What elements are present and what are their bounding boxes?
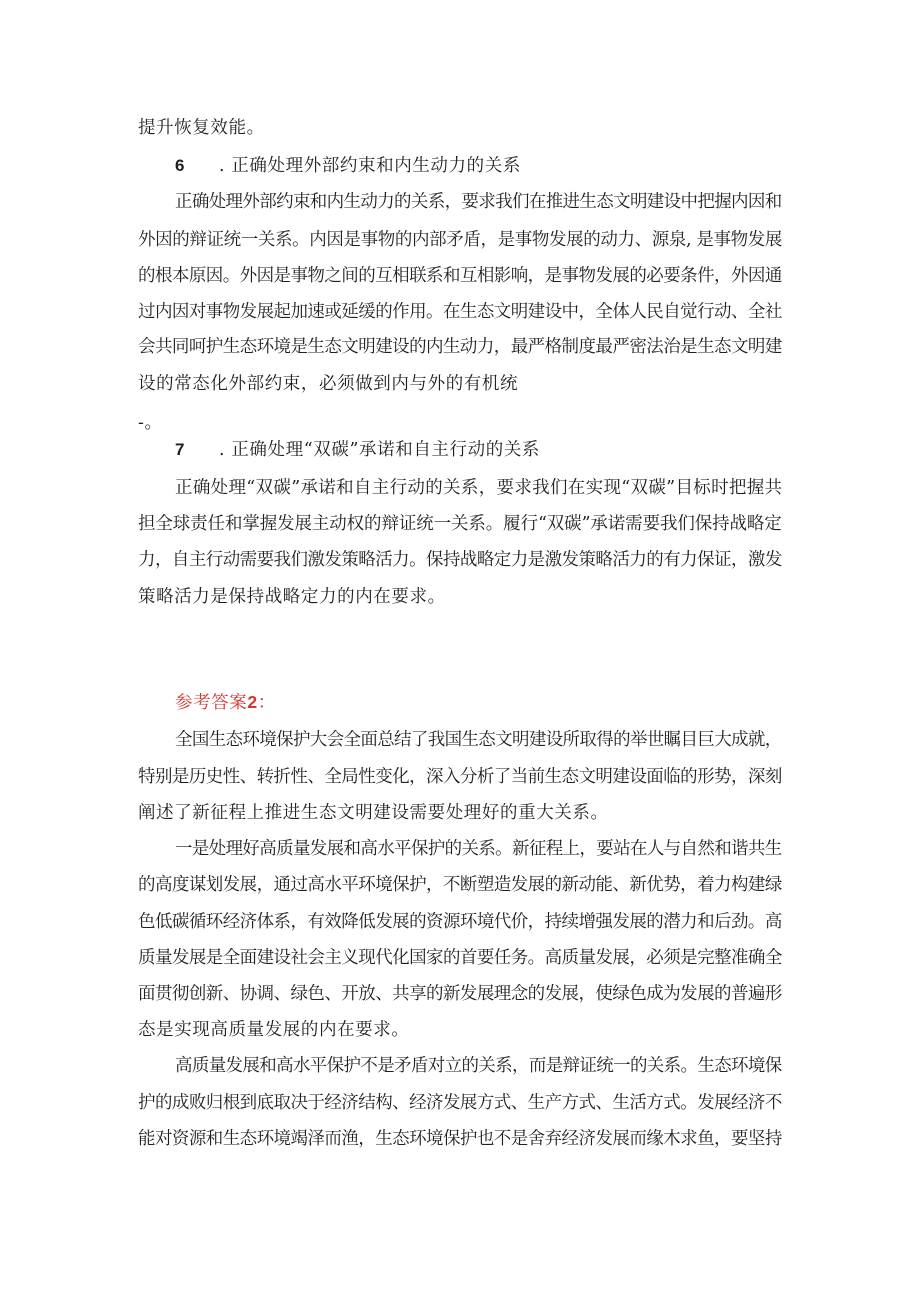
section-title: . 正确处理外部约束和内生动力的关系 — [219, 156, 521, 176]
section-number: 7 — [175, 440, 185, 459]
answer-suffix: ： — [257, 693, 276, 713]
body-text-line: 设的常态化外部约束，必须做到内与外的有机统 — [138, 374, 519, 394]
body-text-line: 策略活力是保持战略定力的内在要求。 — [138, 587, 446, 607]
body-text-line: 质量发展是全面建设社会主义现代化国家的首要任务。高质量发展，必须是完整准确全 — [138, 948, 782, 968]
body-text-line: 一是处理好高质量发展和高水平保护的关系。新征程上，要站在人与自然和谐共生 — [175, 839, 782, 859]
answer-number: 2 — [247, 692, 258, 712]
body-text-line: 色低碳循环经济体系，有效降低发展的资源环境代价，持续增强发展的潜力和后劲。高 — [138, 912, 782, 932]
body-text-line: 力，自主行动需要我们激发策略活力。保持战略定力是激发策略活力的有力保证，激发 — [138, 550, 782, 570]
body-text-line: 能对资源和生态环境竭泽而渔，生态环境保护也不是舍弃经济发展而缘木求鱼，要坚持 — [138, 1129, 782, 1149]
body-text-line: 护的成败归根到底取决于经济结构、经济发展方式、生产方式、生活方式。发展经济不 — [138, 1093, 782, 1113]
body-text-line: 正确处理外部约束和内生动力的关系，要求我们在推进生态文明建设中把握内因和 — [175, 192, 782, 212]
body-text-line: 会共同呵护生态环境是生态文明建设的内生动力，最严格制度最严密法治是生态文明建 — [138, 337, 782, 357]
body-text-line: 提升恢复效能。 — [138, 118, 265, 138]
answer-label: 参考答案 — [175, 693, 248, 713]
body-text-line: 担全球责任和掌握发展主动权的辩证统一关系。履行“双碳”承诺需要我们保持战略定 — [138, 514, 782, 534]
body-text-line: 正确处理“双碳”承诺和自主行动的关系，要求我们在实现“双碳”目标时把握共 — [175, 478, 783, 498]
body-text-line: 的根本原因。外因是事物之间的互相联系和互相影响，是事物发展的必要条件，外因通 — [138, 266, 782, 286]
body-text-line: 过内因对事物发展起加速或延缓的作用。在生态文明建设中，全体人民自觉行动、全社 — [138, 302, 782, 322]
section-title: . 正确处理“双碳”承诺和自主行动的关系 — [219, 440, 541, 460]
body-text-line: 的高度谋划发展，通过高水平环境保护，不断塑造发展的新动能、新优势，着力构建绿 — [138, 875, 782, 895]
answer-2-title — [175, 690, 276, 715]
body-text-line: 外因的辩证统一关系。内因是事物的内部矛盾，是事物发展的动力、源泉, 是事物发展 — [138, 230, 783, 250]
body-text-line: 高质量发展和高水平保护不是矛盾对立的关系，而是辩证统一的关系。生态环境保 — [175, 1056, 782, 1076]
body-text-line: 态是实现高质量发展的内在要求。 — [138, 1020, 410, 1040]
body-text-line: 阐述了新征程上推进生态文明建设需要处理好的重大关系。 — [138, 803, 609, 823]
section-number: 6 — [175, 156, 185, 175]
body-text-line: 全国生态环境保护大会全面总结了我国生态文明建设所取得的举世瞩目巨大成就， — [175, 730, 782, 750]
body-text-line: 特别是历史性、转折性、全局性变化，深入分析了当前生态文明建设面临的形势，深刻 — [138, 767, 782, 787]
body-text-line: -。 — [138, 413, 163, 433]
body-text-line: 面贯彻创新、协调、绿色、开放、共享的新发展理念的发展，使绿色成为发展的普遍形 — [138, 984, 782, 1004]
